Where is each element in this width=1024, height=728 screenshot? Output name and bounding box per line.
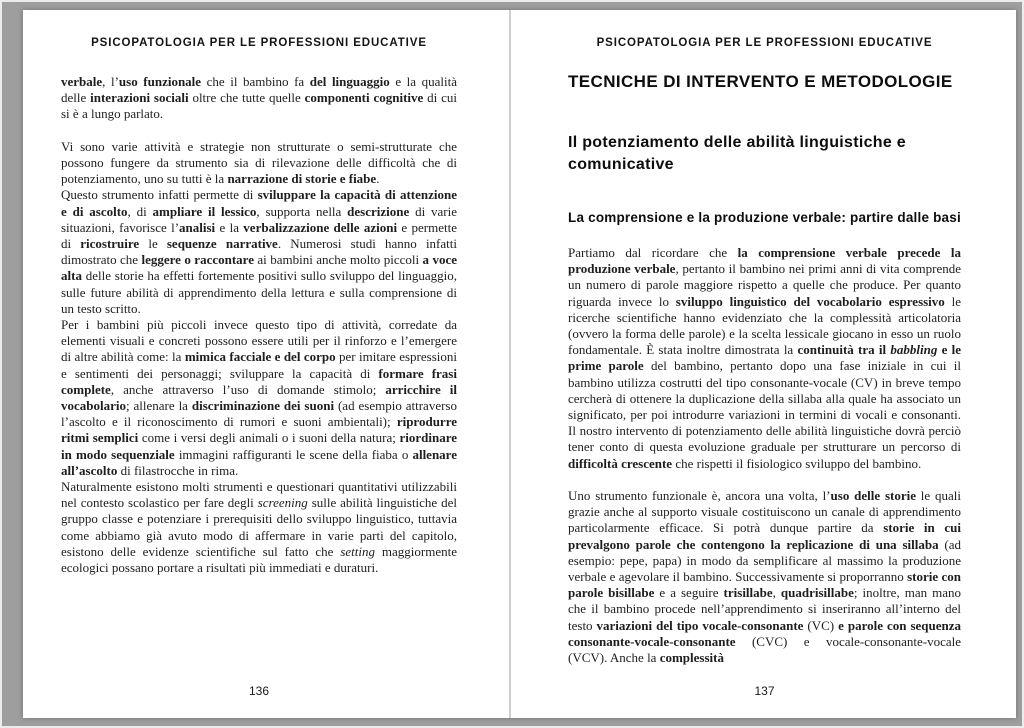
running-header-left: PSICOPATOLOGIA PER LE PROFESSIONI EDUCATIVE (91, 37, 427, 49)
body-paragraph: Vi sono varie attività e strategie non strutturate o semi-strutturate che possono fungere da strumento sia di rilevazione delle difficoltà che di potenziamento, uno su tutti è la narrazione di storie e fiabe. (61, 138, 457, 187)
page-number-left: 136 (248, 684, 270, 698)
body-text-right (568, 245, 961, 666)
body-paragraph: Per i bambini più piccoli invece questo tipo di attività, corredate da elementi visuali e concreti possono essere utili per il rinforzo e l’emergere di altre abilità come: la mimica facciale e del corpo per imitare espressioni e sentimenti dei personaggi; sviluppare la capacità di formare frasi complete, anche attraverso l’uso di domande stimolo; arricchire il vocabolario; allenare la discriminazione dei suoni (ad esempio attraverso l’ascolto e il riconoscimento di rumori e suoni ambientali); riprodurre ritmi semplici come i versi degli animali o i suoni della natura; riordinare in modo sequenziale immagini raffiguranti le scene della fiaba o allenare all’ascolto di filastrocche in rima. (61, 317, 457, 478)
page-right (511, 10, 1016, 718)
body-paragraph: Partiamo dal ricordare che la comprensione verbale precede la produzione verbale, pertanto il bambino nei primi anni di vita comprende un numero di parole maggiore rispetto a quelle che produce. Per quanto riguarda invece lo sviluppo linguistico del vocabolario espressivo le ricerche scientifiche hanno evidenziato che la complessità articolatoria (ovvero la forma delle parole) e la scelta lessicale giocano in esso un ruolo fondamentale. È stata inoltre dimostrata la continuità tra il babbling e le prime parole del bambino, pertanto dopo una fase iniziale in cui il bambino utilizza costrutti del tipo consonante-vocale (CV) in breve tempo cercherà di ottenere la duplicazione della sillaba alla quale ha associato un significato, per poi introdurre variazioni in termini di vocali e consonanti. Il nostro intervento di potenziamento delle abilità linguistiche dovrà perciò tener conto di questa evoluzione graduale per strutturare un percorso di difficoltà crescente che rispetti il fisiologico sviluppo del bambino. (568, 245, 961, 471)
subsection-title: La comprensione e la produzione verbale: partire dalle basi (568, 210, 961, 225)
page-left (23, 10, 509, 718)
chapter-title: TECNICHE DI INTERVENTO E METODOLOGIE (568, 72, 953, 91)
body-paragraph: Questo strumento infatti permette di sviluppare la capacità di attenzione e di ascolto, di ampliare il lessico, supporta nella descrizione di varie situazioni, favorisce l’analisi e la verbalizzazione delle azioni e permette di ricostruire le sequenze narrative. Numerosi studi hanno infatti dimostrato che leggere o raccontare ai bambini anche molto piccoli a voce alta delle storie ha effetti fortemente positivi sullo sviluppo del linguaggio, sulle future abilità di apprendimento della lettura e sulla comprensione di un testo scritto. (61, 187, 457, 316)
body-text-left (61, 74, 457, 576)
running-header-right: PSICOPATOLOGIA PER LE PROFESSIONI EDUCATIVE (596, 37, 933, 49)
page-number-right: 137 (754, 684, 775, 698)
page-spread (23, 10, 1016, 718)
body-paragraph: Uno strumento funzionale è, ancora una volta, l’uso delle storie le quali grazie anche al supporto visuale costituiscono un canale di apprendimento particolarmente efficace. Si potrà dunque partire da storie in cui prevalgono parole che contengono la replicazione di una sillaba (ad esempio: pepe, papa) in modo da semplificare al massimo la produzione verbale e agevolare il bambino. Successivamente si proporranno storie con parole bisillabe e a seguire trisillabe, quadrisillabe; inoltre, man mano che il bambino procede nell’apprendimento si inseriranno all’interno del testo variazioni del tipo vocale-consonante (VC) e parole con sequenza consonante-vocale-consonante (CVC) e vocale-consonante-vocale (VCV). Anche la complessità (568, 488, 961, 666)
section-title: Il potenziamento delle abilità linguistiche e comunicative (568, 134, 906, 173)
body-paragraph: verbale, l’uso funzionale che il bambino fa del linguaggio e la qualità delle interazioni sociali oltre che tutte quelle componenti cognitive di cui si è a lungo parlato. (61, 74, 458, 122)
body-paragraph: Naturalmente esistono molti strumenti e questionari quantitativi utilizzabili nel contesto scolastico per fare degli screening sulle abilità linguistiche del gruppo classe e potenziare i prerequisiti dello sviluppo linguistico, tuttavia come abbiamo già avuto modo di affermare in varie parti del capitolo, esistono delle evidenze scientifiche sul fatto che setting maggiormente ecologici possano portare a risultati più immediati e duraturi. (61, 479, 457, 576)
